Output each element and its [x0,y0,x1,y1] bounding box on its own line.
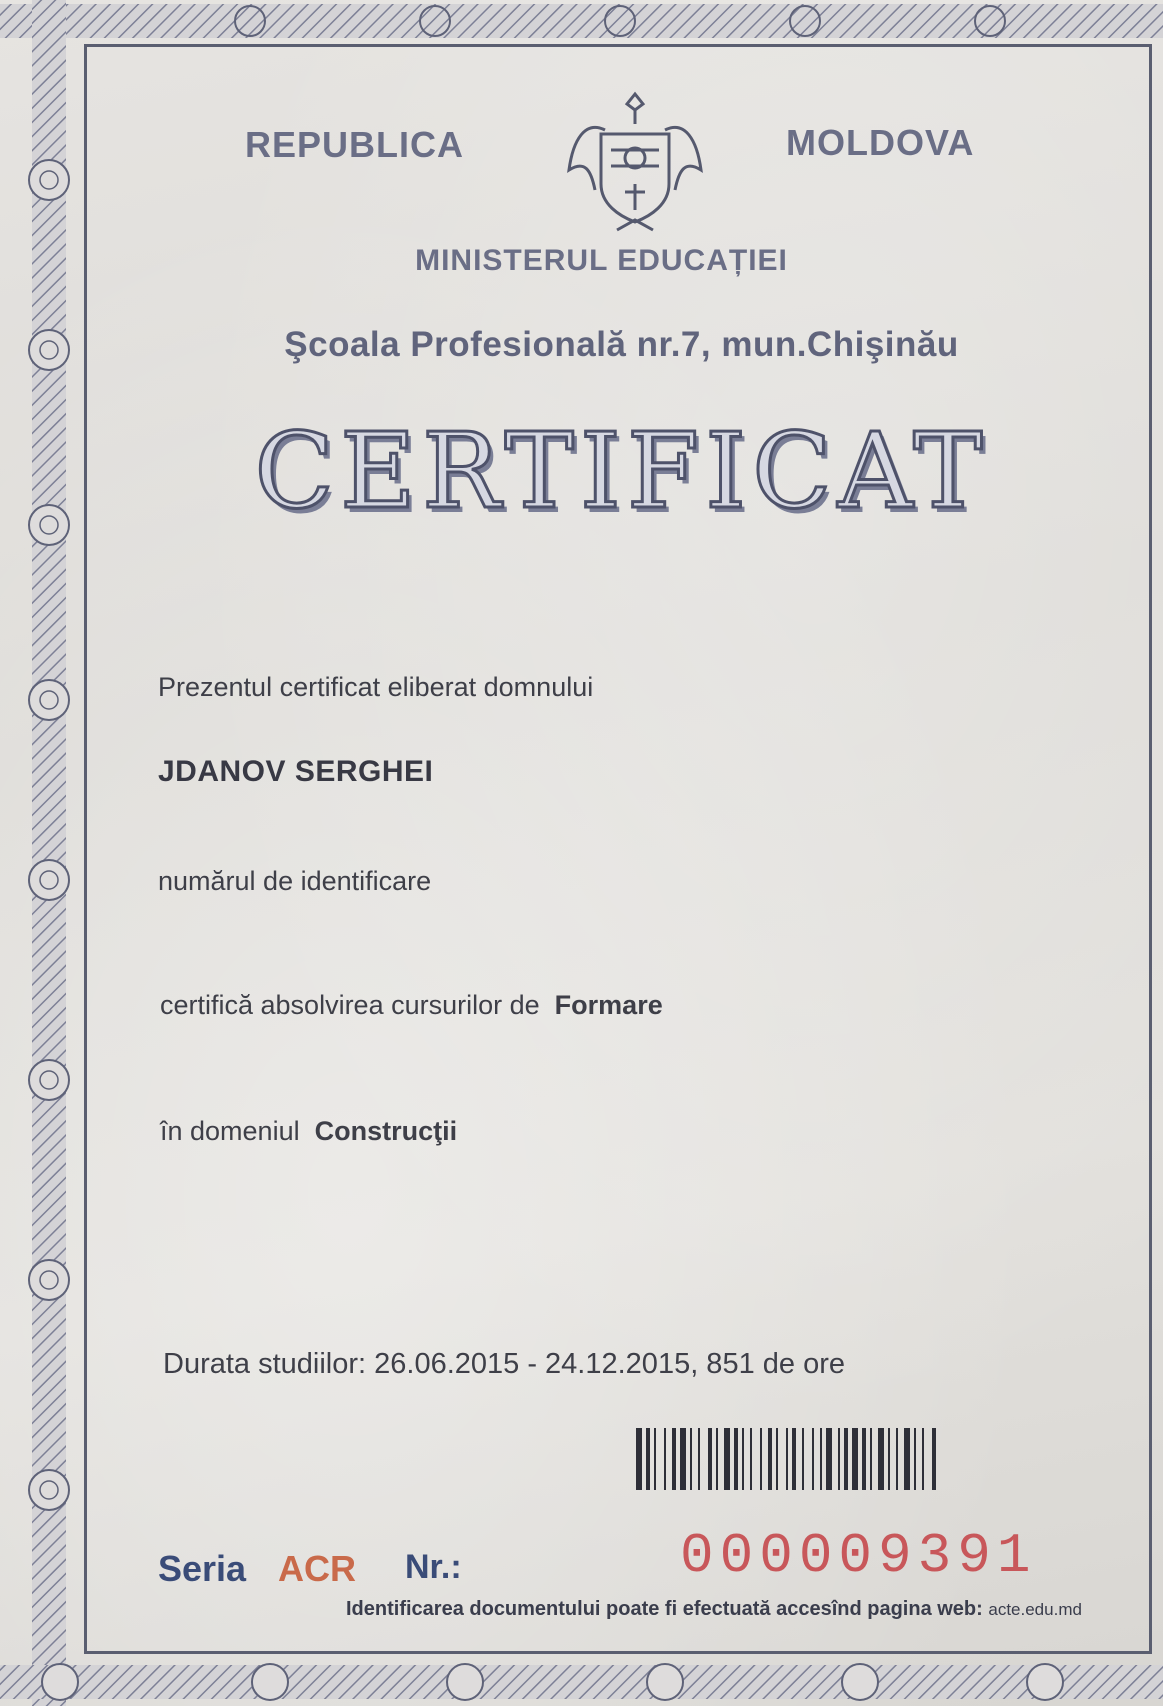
republic-label: REPUBLICA [245,124,465,165]
barcode-bar [826,1428,832,1490]
serial-number: 000009391 [680,1524,1037,1588]
intro-text: Prezentul certificat eliberat domnului [158,672,594,702]
barcode-bar [786,1428,788,1490]
barcode-bar [888,1428,890,1490]
barcode-bar [690,1428,692,1490]
school-name: Şcoala Profesională nr.7, mun.Chişinău [284,325,959,364]
barcode-bar [896,1428,898,1490]
barcode-bar [802,1428,804,1490]
course-prefix: certifică absolvirea cursurilor de [160,990,540,1020]
domain-value: Construcţii [314,1116,458,1146]
moldova-coat-of-arms-icon [555,80,715,240]
barcode-bar [760,1428,762,1490]
barcode-bar [708,1428,712,1490]
domain-prefix: în domeniul [160,1116,300,1146]
holder-name: JDANOV SERGHEI [158,755,434,788]
barcode-bar [852,1428,858,1490]
country-label: MOLDOVA [786,122,975,163]
document-title: CERTIFICAT [254,410,989,532]
barcode-bar [742,1428,744,1490]
barcode-bar [914,1428,916,1490]
barcode-bar [870,1428,872,1490]
barcode-bar [724,1428,730,1490]
barcode-bar [838,1428,840,1490]
domain-line [160,1116,457,1147]
verification-url: acte.edu.md [988,1600,1082,1619]
barcode-bar [932,1428,936,1490]
barcode-bar [646,1428,650,1490]
barcode-bar [672,1428,676,1490]
ornamental-border-bottom [0,1655,1163,1706]
barcode-bar [878,1428,884,1490]
barcode-bar [734,1428,738,1490]
course-type: Formare [554,990,663,1020]
identification-label: numărul de identificare [158,866,432,896]
barcode-bar [698,1428,700,1490]
verification-note [346,1598,1082,1621]
seria-label: Seria [158,1548,247,1589]
barcode-bar [904,1428,910,1490]
number-label: Nr.: [405,1548,462,1586]
barcode-bar [654,1428,656,1490]
ministry-title: MINISTERUL EDUCAȚIEI [415,244,788,277]
barcode-bar [664,1428,666,1490]
verification-text: Identificarea documentului poate fi efectuată accesînd pagina web: [346,1598,983,1620]
barcode-bar [750,1428,752,1490]
barcode-bar [716,1428,718,1490]
barcode-bar [862,1428,866,1490]
ornamental-border-top [0,0,1163,42]
barcode-bar [844,1428,848,1490]
barcode [636,1428,1062,1490]
inner-frame [84,44,1152,1654]
barcode-bar [776,1428,778,1490]
study-duration: Durata studiilor: 26.06.2015 - 24.12.2015, 851 de ore [163,1348,845,1380]
barcode-bar [812,1428,814,1490]
barcode-bar [768,1428,772,1490]
seria-value: ACR [278,1548,356,1589]
barcode-bar [636,1428,642,1490]
barcode-bar [820,1428,822,1490]
barcode-bar [792,1428,796,1490]
barcode-bar [680,1428,686,1490]
course-line [160,990,663,1021]
barcode-bar [922,1428,924,1490]
